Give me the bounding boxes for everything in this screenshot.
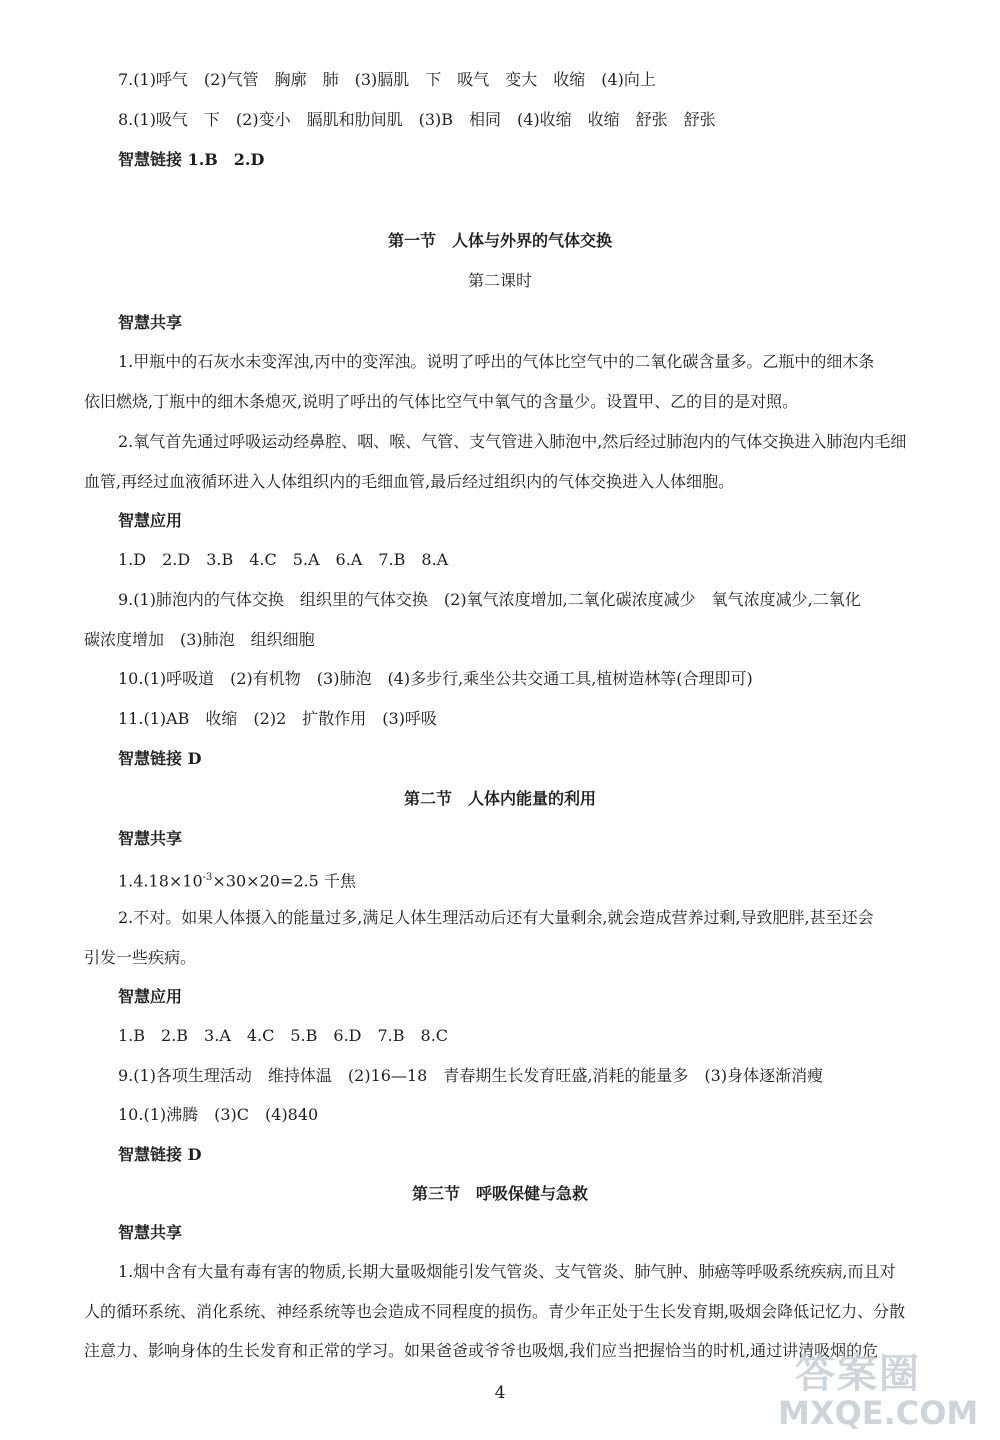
wisdom-link-2: 智慧链接 D	[118, 749, 202, 768]
section-subheading-1: 第二课时	[467, 271, 532, 290]
answer-line-8: 8.(1)吸气 下 (2)变小 膈肌和肋间肌 (3)B 相同 (4)收缩 收缩 舒张 舒张	[118, 110, 716, 129]
watermark-logo	[720, 1352, 990, 1432]
energy-answer-2-line-a: 2.不对。如果人体摄入的能量过多,满足人体生理活动后还有大量剩余,就会造成营养过剩,导致肥胖,甚至还会	[118, 908, 874, 927]
label-wisdom-share-2: 智慧共享	[118, 829, 183, 848]
section-heading-3: 第三节 呼吸保健与急救	[411, 1184, 588, 1203]
para-1-line-b: 依旧燃烧,丁瓶中的细木条熄灭,说明了呼出的气体比空气中氧气的含量少。设置甲、乙的目的是对照。	[84, 392, 799, 411]
energy-formula-base: 1.4.18×10	[118, 871, 203, 891]
smoking-para-line-a: 1.烟中含有大量有毒有害的物质,长期大量吸烟能引发气管炎、支气管炎、肺气肿、肺癌等呼吸系统疾病,而且对	[118, 1262, 896, 1281]
label-wisdom-share-3: 智慧共享	[118, 1223, 183, 1242]
answer-line-7: 7.(1)呼气 (2)气管 胸廓 肺 (3)膈肌 下 吸气 变大 收缩 (4)向上	[118, 70, 656, 89]
smoking-para-line-c: 注意力、影响身体的生长发育和正常的学习。如果爸爸或爷爷也吸烟,我们应当把握恰当的时机,通过讲清吸烟的危	[84, 1341, 879, 1360]
para-2-line-b: 血管,再经过血液循环进入人体组织内的毛细血管,最后经过组织内的气体交换进入人体细胞。	[84, 472, 735, 491]
label-wisdom-apply-1: 智慧应用	[118, 511, 183, 530]
smoking-para-line-b: 人的循环系统、消化系统、神经系统等也会造成不同程度的损伤。青少年正处于生长发育期,吸烟会降低记忆力、分散	[84, 1302, 906, 1321]
energy-formula-rest: ×30×20=2.5 千焦	[212, 871, 356, 891]
section-heading-1: 第一节 人体与外界的气体交换	[387, 231, 612, 250]
section-heading-2: 第二节 人体内能量的利用	[403, 789, 596, 808]
label-wisdom-share-1: 智慧共享	[118, 313, 183, 332]
answers-2-1-8: 1.B 2.B 3.A 4.C 5.B 6.D 7.B 8.C	[118, 1026, 449, 1045]
answers-1-8: 1.D 2.D 3.B 4.C 5.A 6.A 7.B 8.A	[118, 550, 449, 569]
label-wisdom-apply-2: 智慧应用	[118, 987, 183, 1006]
answer-9-line-b: 碳浓度增加 (3)肺泡 组织细胞	[84, 630, 315, 649]
wisdom-link-3: 智慧链接 D	[118, 1145, 202, 1164]
answer-2-9: 9.(1)各项生理活动 维持体温 (2)16—18 青春期生长发育旺盛,消耗的能量多 (3)身体逐渐消瘦	[118, 1066, 824, 1085]
wisdom-link-1: 智慧链接 1.B 2.D	[118, 150, 265, 169]
para-1-line-a: 1.甲瓶中的石灰水未变浑浊,丙中的变浑浊。说明了呼出的气体比空气中的二氧化碳含量多。乙瓶中的细木条	[118, 352, 875, 371]
answer-11: 11.(1)AB 收缩 (2)2 扩散作用 (3)呼吸	[118, 709, 437, 728]
answer-10: 10.(1)呼吸道 (2)有机物 (3)肺泡 (4)多步行,乘坐公共交通工具,植树造林等(合理即可)	[118, 669, 753, 688]
energy-answer-1	[118, 868, 963, 891]
energy-answer-2-line-b: 引发一些疾病。	[84, 948, 197, 967]
answer-9-line-a: 9.(1)肺泡内的气体交换 组织里的气体交换 (2)氧气浓度增加,二氧化碳浓度减少 氧气浓度减少,二氧化	[118, 590, 861, 609]
watermark-text-top: 答案圈	[795, 1351, 921, 1397]
answer-2-10: 10.(1)沸腾 (3)C (4)840	[118, 1105, 319, 1124]
energy-formula-exponent: -3	[202, 872, 213, 883]
page-number: 4	[494, 1383, 506, 1403]
watermark-text-bottom: MXQE.COM	[778, 1394, 979, 1432]
para-2-line-a: 2.氧气首先通过呼吸运动经鼻腔、咽、喉、气管、支气管进入肺泡中,然后经过肺泡内的气体交换进入肺泡内毛细	[118, 432, 907, 451]
